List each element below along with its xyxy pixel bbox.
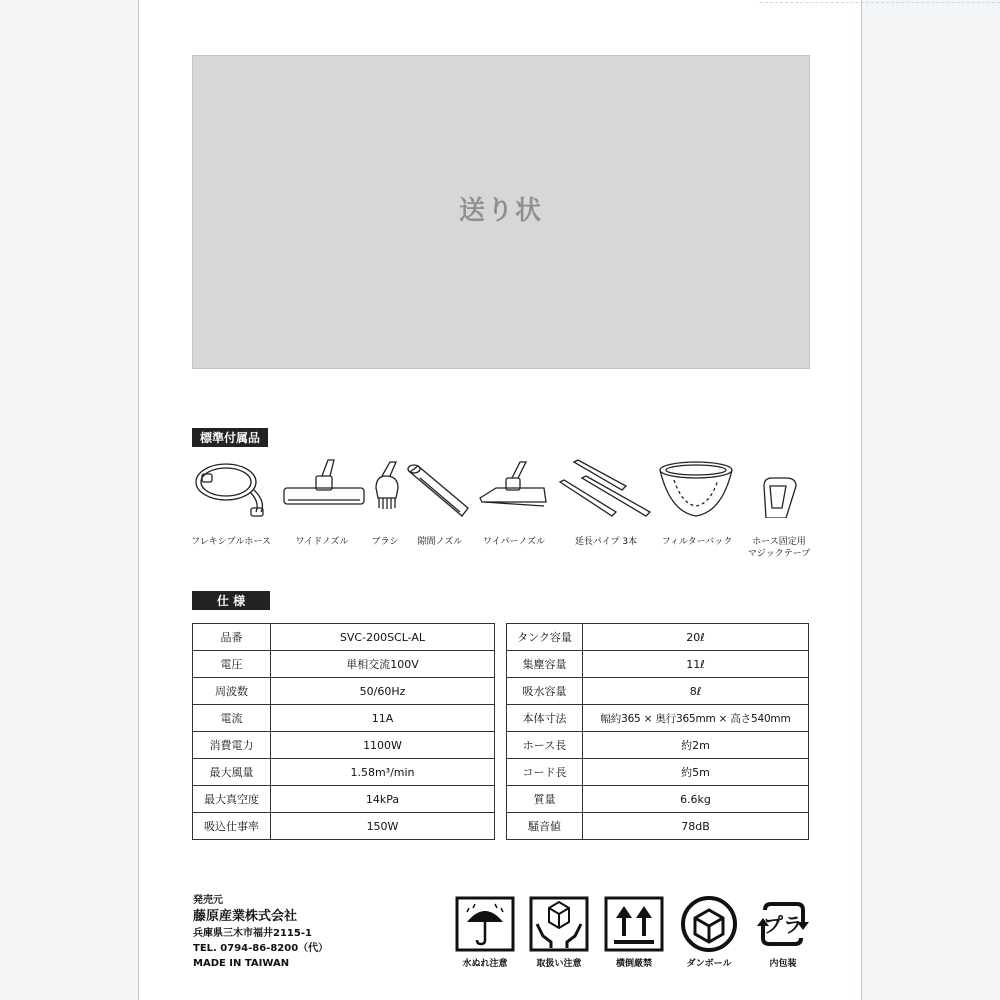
country-of-origin: MADE IN TAIWAN bbox=[193, 958, 290, 969]
keep-dry-umbrella-icon bbox=[455, 896, 515, 952]
accessory-label-velcro-strap: ホース固定用 マジックテープ bbox=[747, 537, 811, 559]
spec-value: 78dB bbox=[583, 813, 809, 840]
spec-value: 11A bbox=[271, 705, 495, 732]
fragile-handle-with-care-icon bbox=[529, 896, 589, 952]
company-name: 藤原産業株式会社 bbox=[193, 909, 298, 924]
sold-by-label: 発売元 bbox=[193, 895, 223, 906]
spec-key: 本体寸法 bbox=[507, 705, 583, 732]
spec-key: 集塵容量 bbox=[507, 651, 583, 678]
table-row bbox=[193, 705, 495, 732]
shipping-label-text: 送り状 bbox=[458, 195, 543, 226]
handling-mark-fragile bbox=[528, 896, 590, 969]
table-row bbox=[193, 759, 495, 786]
velcro-strap-icon bbox=[756, 458, 866, 518]
table-row bbox=[507, 786, 809, 813]
specs-heading: 仕 様 bbox=[192, 591, 270, 610]
spec-key: 最大風量 bbox=[193, 759, 271, 786]
trim-line bbox=[760, 2, 1000, 3]
accessory-label-filter-bag: フィルターバック bbox=[661, 537, 733, 547]
spec-value: 1100W bbox=[271, 732, 495, 759]
spec-value: 8ℓ bbox=[583, 678, 809, 705]
handling-mark-cardboard bbox=[678, 896, 740, 969]
spec-value: SVC-200SCL-AL bbox=[271, 624, 495, 651]
table-row bbox=[193, 624, 495, 651]
spec-key: 消費電力 bbox=[193, 732, 271, 759]
handling-mark-plastic bbox=[752, 896, 814, 969]
accessory-label-extension-pipe: 延長パイプ 3本 bbox=[574, 537, 638, 547]
table-row bbox=[193, 651, 495, 678]
spec-key: 吸込仕事率 bbox=[193, 813, 271, 840]
spec-value: 50/60Hz bbox=[271, 678, 495, 705]
table-row bbox=[193, 813, 495, 840]
accessory-label-wiper-nozzle: ワイパーノズル bbox=[482, 537, 545, 547]
spec-key: ホース長 bbox=[507, 732, 583, 759]
spec-value: 約5m bbox=[583, 759, 809, 786]
spec-value: 単相交流100V bbox=[271, 651, 495, 678]
table-row bbox=[193, 678, 495, 705]
spec-key: 質量 bbox=[507, 786, 583, 813]
table-row bbox=[507, 705, 809, 732]
cardboard-recycle-icon bbox=[679, 896, 739, 952]
plastic-recycle-icon bbox=[753, 896, 813, 952]
spec-value: 幅約365 × 奥行365mm × 高さ540mm bbox=[583, 705, 809, 732]
spec-value: 11ℓ bbox=[583, 651, 809, 678]
handling-mark-label: 内包装 bbox=[769, 959, 797, 969]
table-row bbox=[507, 759, 809, 786]
extension-pipe-icon bbox=[556, 458, 666, 518]
spec-key: コード長 bbox=[507, 759, 583, 786]
spec-value: 150W bbox=[271, 813, 495, 840]
svg-text:プラ: プラ bbox=[763, 913, 803, 937]
table-row bbox=[507, 651, 809, 678]
spec-key: 吸水容量 bbox=[507, 678, 583, 705]
accessory-label-crevice-nozzle: 隙間ノズル bbox=[417, 537, 463, 547]
table-row bbox=[507, 624, 809, 651]
this-side-up-arrows-icon bbox=[604, 896, 664, 952]
handling-mark-label: 水ぬれ注意 bbox=[462, 959, 508, 969]
table-row bbox=[193, 786, 495, 813]
accessories-heading: 標準付属品 bbox=[192, 428, 268, 447]
spec-key: タンク容量 bbox=[507, 624, 583, 651]
handling-mark-label: 取扱い注意 bbox=[536, 959, 582, 969]
spec-value: 14kPa bbox=[271, 786, 495, 813]
table-row bbox=[507, 813, 809, 840]
table-row bbox=[507, 732, 809, 759]
handling-mark-label: 横倒厳禁 bbox=[615, 959, 652, 969]
filter-bag-icon bbox=[652, 458, 762, 518]
spec-key: 品番 bbox=[193, 624, 271, 651]
spec-key: 電流 bbox=[193, 705, 271, 732]
company-address: 兵庫県三木市福井2115-1 bbox=[193, 928, 312, 939]
publisher-block bbox=[193, 893, 328, 971]
spec-table-right bbox=[506, 623, 809, 840]
spec-key: 電圧 bbox=[193, 651, 271, 678]
spec-value: 20ℓ bbox=[583, 624, 809, 651]
table-row bbox=[507, 678, 809, 705]
company-tel: TEL. 0794-86-8200（代） bbox=[193, 943, 329, 954]
spec-key: 騒音値 bbox=[507, 813, 583, 840]
spec-table-left bbox=[192, 623, 495, 840]
accessory-label-wide-nozzle: ワイドノズル bbox=[295, 537, 349, 547]
handling-mark-this-side-up bbox=[603, 896, 665, 969]
table-row bbox=[193, 732, 495, 759]
accessory-label-brush: ブラシ bbox=[371, 537, 399, 547]
spec-key: 最大真空度 bbox=[193, 786, 271, 813]
spec-key: 周波数 bbox=[193, 678, 271, 705]
spec-value: 約2m bbox=[583, 732, 809, 759]
handling-mark-keep-dry bbox=[454, 896, 516, 969]
spec-value: 1.58m³/min bbox=[271, 759, 495, 786]
shipping-label-area bbox=[192, 55, 810, 369]
accessory-label-hose: フレキシブルホース bbox=[191, 537, 271, 547]
spec-value: 6.6kg bbox=[583, 786, 809, 813]
handling-mark-label: ダンボール bbox=[686, 959, 732, 969]
